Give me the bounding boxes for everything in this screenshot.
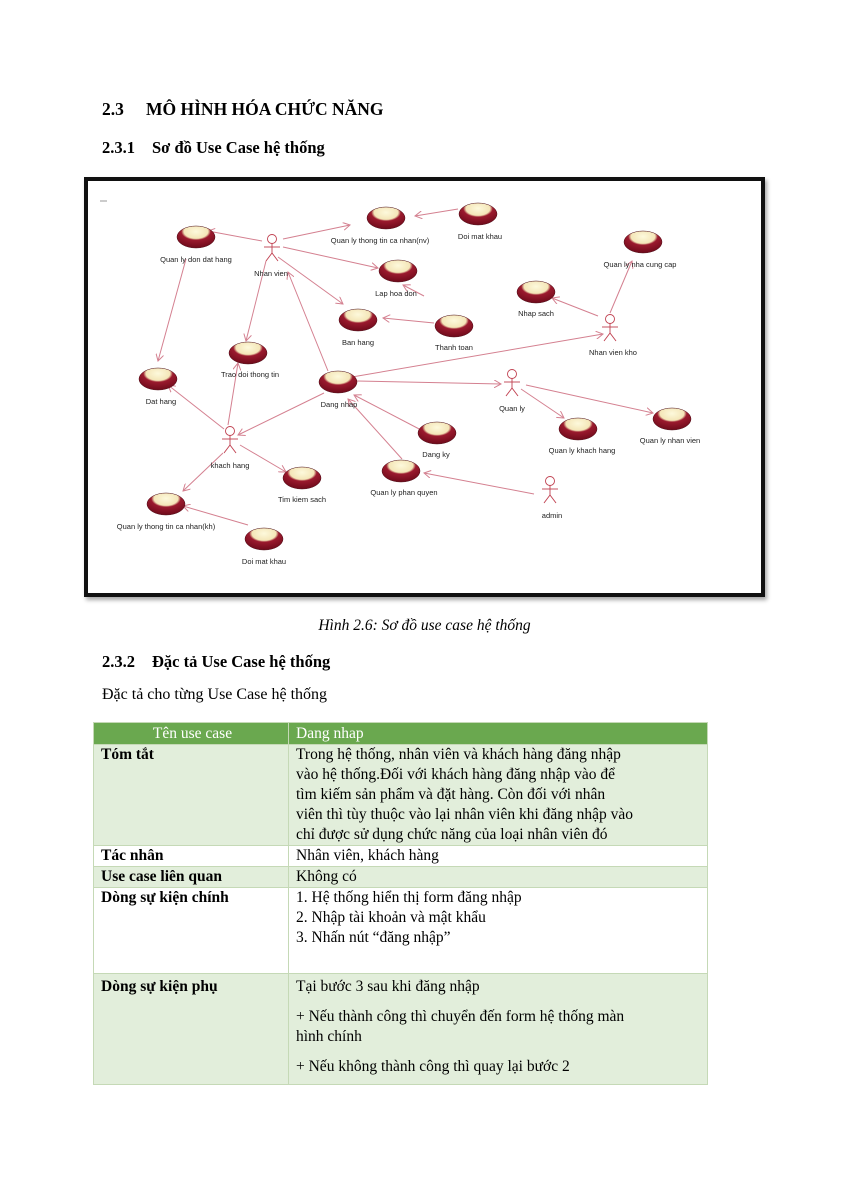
actor-admin-icon bbox=[542, 477, 558, 504]
label-ql-tt-ca-nhan-nv: Quan ly thong tin ca nhan(nv) bbox=[330, 236, 430, 245]
label-doi-mat-khau-1: Doi mat khau bbox=[457, 232, 503, 241]
usecase-dang-ky bbox=[418, 422, 456, 444]
subsection-number: 2.3.2 bbox=[102, 652, 135, 671]
summary-line: tìm kiếm sản phẩm và đặt hàng. Còn đối với nhân bbox=[296, 786, 606, 803]
label-actor-nhan-vien-kho: Nhan vien kho bbox=[589, 348, 637, 357]
row-value: Nhân viên, khách hàng bbox=[289, 846, 708, 867]
usecase-lap-hoa-don bbox=[379, 260, 417, 282]
usecase-nhap-sach bbox=[517, 281, 555, 303]
diagram-labels bbox=[117, 232, 700, 566]
label-nhap-sach: Nhap sach bbox=[518, 309, 554, 318]
summary-line: chỉ được sử dụng chức năng của loại nhân viên đó bbox=[296, 826, 608, 843]
main-flow-step: 1. Hệ thống hiển thị form đăng nhập bbox=[296, 889, 522, 906]
subsection-number: 2.3.1 bbox=[102, 138, 135, 157]
summary-line: viên thì tùy thuộc vào lại nhân viên khi đăng nhập vào bbox=[296, 806, 634, 823]
main-flow-step: 3. Nhấn nút “đăng nhập” bbox=[296, 929, 451, 946]
label-dang-ky: Dang ky bbox=[422, 450, 450, 459]
subsection-heading-diagram bbox=[102, 138, 325, 158]
row-label: Tóm tắt bbox=[94, 745, 289, 846]
row-value bbox=[289, 745, 708, 846]
actor-nhan-vien-icon bbox=[264, 235, 280, 262]
label-tim-kiem-sach: Tim kiem sach bbox=[277, 495, 327, 504]
header-value: Dang nhap bbox=[289, 723, 708, 745]
row-label: Dòng sự kiện chính bbox=[94, 888, 289, 974]
usecase-ql-don-dat-hang bbox=[177, 226, 215, 248]
section-number: 2.3 bbox=[102, 99, 124, 119]
label-ql-don-dat-hang: Quan ly don dat hang bbox=[160, 255, 232, 264]
label-ql-phan-quyen: Quan ly phan quyen bbox=[370, 488, 438, 497]
label-actor-quan-ly: Quan ly bbox=[499, 404, 525, 413]
use-case-spec-table bbox=[93, 722, 708, 1085]
usecase-ban-hang bbox=[339, 309, 377, 331]
usecase-ql-khach-hang bbox=[559, 418, 597, 440]
usecase-doi-mat-khau-1 bbox=[459, 203, 497, 225]
subsection-title: Đặc tả Use Case hệ thống bbox=[152, 652, 331, 671]
diagram-canvas bbox=[88, 181, 761, 593]
label-ql-nha-cung-cap: Quan ly nha cung cap bbox=[603, 260, 677, 269]
table-row-tom-tat bbox=[94, 745, 708, 846]
label-ql-nhan-vien: Quan ly nhan vien bbox=[639, 436, 701, 445]
subsection-title: Sơ đồ Use Case hệ thống bbox=[152, 138, 325, 157]
row-label: Tác nhân bbox=[94, 846, 289, 867]
main-flow-step: 2. Nhập tài khoản và mật khẩu bbox=[296, 909, 486, 926]
label-ban-hang: Ban hang bbox=[341, 338, 375, 347]
label-thanh-toan: Thanh toan bbox=[435, 343, 473, 352]
table-row-dong-su-kien-phu bbox=[94, 974, 708, 1085]
usecase-ql-tt-ca-nhan-nv bbox=[367, 207, 405, 229]
alt-flow-failure: + Nếu không thành công thì quay lại bước 2 bbox=[296, 1058, 570, 1075]
row-value bbox=[289, 888, 708, 974]
label-ql-tt-ca-nhan-kh: Quan ly thong tin ca nhan(kh) bbox=[116, 522, 216, 531]
row-value: Không có bbox=[289, 867, 708, 888]
use-case-diagram bbox=[84, 177, 765, 597]
usecase-thanh-toan bbox=[435, 315, 473, 337]
alt-flow-intro: Tại bước 3 sau khi đăng nhập bbox=[296, 978, 480, 995]
section-title: MÔ HÌNH HÓA CHỨC NĂNG bbox=[146, 99, 384, 119]
section-heading bbox=[102, 99, 384, 120]
usecase-ql-nha-cung-cap bbox=[624, 231, 662, 253]
alt-flow-line: hình chính bbox=[296, 1028, 362, 1045]
row-value bbox=[289, 974, 708, 1085]
usecase-ql-nhan-vien bbox=[653, 408, 691, 430]
summary-line: Trong hệ thống, nhân viên và khách hàng đăng nhập bbox=[296, 746, 621, 763]
usecase-doi-mat-khau-2 bbox=[245, 528, 283, 550]
usecase-dat-hang bbox=[139, 368, 177, 390]
actor-quan-ly-icon bbox=[504, 370, 520, 397]
table-row-use-case-lien-quan bbox=[94, 867, 708, 888]
actor-nhan-vien-kho-icon bbox=[602, 315, 618, 342]
table-header-row bbox=[94, 723, 708, 745]
label-lap-hoa-don: Lap hoa don bbox=[375, 289, 417, 298]
table-row-tac-nhan bbox=[94, 846, 708, 867]
label-actor-khach-hang: khach hang bbox=[210, 461, 250, 470]
usecase-ql-tt-ca-nhan-kh bbox=[147, 493, 185, 515]
alt-flow-success bbox=[296, 1007, 703, 1047]
table-row-dong-su-kien-chinh bbox=[94, 888, 708, 974]
label-ql-khach-hang: Quan ly khach hang bbox=[548, 446, 616, 455]
usecase-dang-nhap bbox=[319, 371, 357, 393]
label-actor-admin: admin bbox=[541, 511, 563, 520]
header-label: Tên use case bbox=[94, 723, 289, 745]
figure-caption: Hình 2.6: Sơ đồ use case hệ thống bbox=[318, 617, 531, 634]
alt-flow-line: + Nếu thành công thì chuyển đến form hệ thống màn bbox=[296, 1008, 625, 1025]
subsection-heading-spec bbox=[102, 652, 330, 672]
usecase-ql-phan-quyen bbox=[382, 460, 420, 482]
row-label: Dòng sự kiện phụ bbox=[94, 974, 289, 1085]
label-dang-nhap: Dang nhap bbox=[320, 400, 358, 409]
row-label: Use case liên quan bbox=[94, 867, 289, 888]
label-trao-doi-thong-tin: Trao doi thong tin bbox=[220, 370, 280, 379]
label-actor-nhan-vien: Nhan vien bbox=[254, 269, 288, 278]
label-doi-mat-khau-2: Doi mat khau bbox=[241, 557, 287, 566]
actor-khach-hang-icon bbox=[222, 427, 238, 454]
usecase-tim-kiem-sach bbox=[283, 467, 321, 489]
summary-line: vào hệ thống.Đối với khách hàng đăng nhập vào để bbox=[296, 766, 615, 783]
usecase-trao-doi-thong-tin bbox=[229, 342, 267, 364]
label-dat-hang: Dat hang bbox=[145, 397, 177, 406]
intro-text: Đặc tả cho từng Use Case hệ thống bbox=[102, 686, 328, 703]
